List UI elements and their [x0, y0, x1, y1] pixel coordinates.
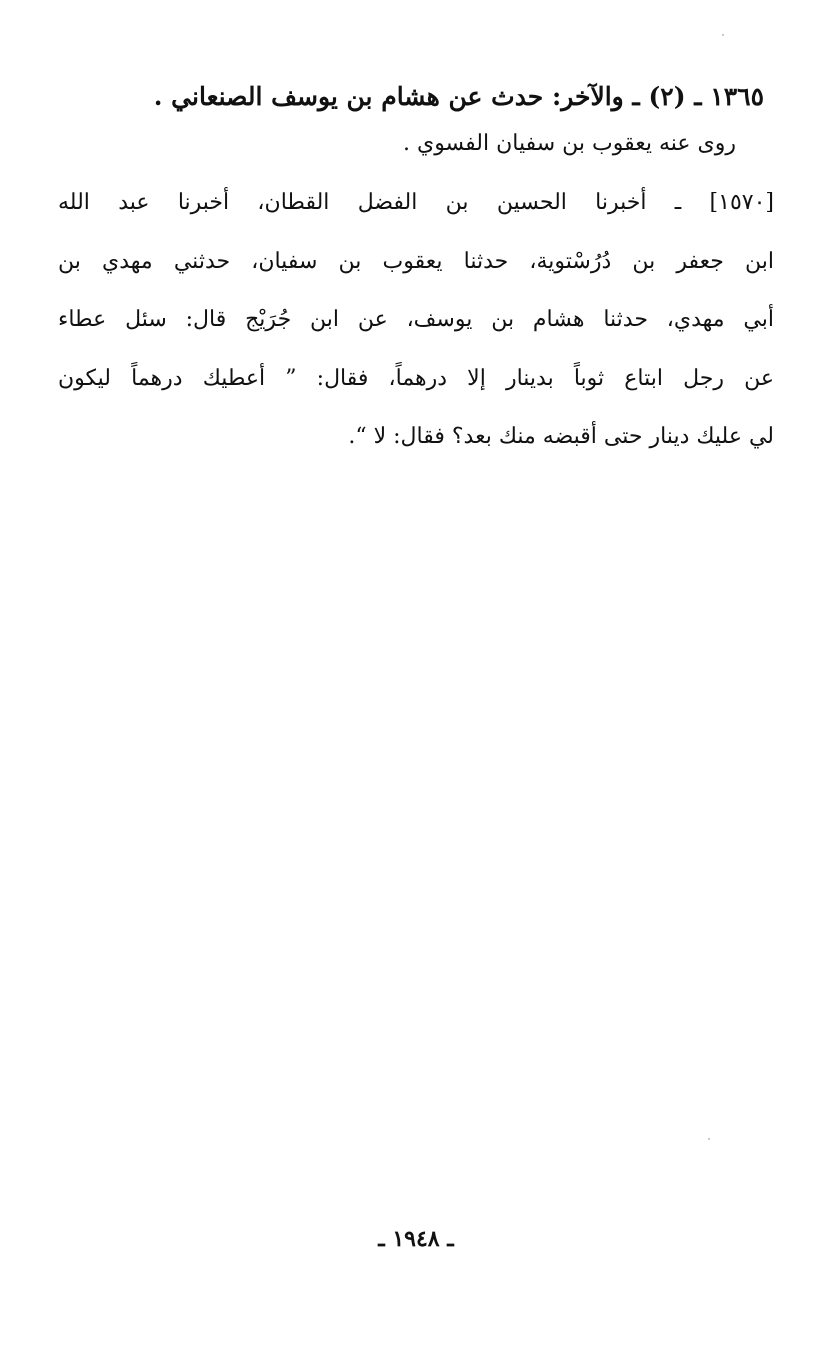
narration-line: عن رجل ابتاع ثوباً بدينار إلا درهماً، فقال: ” أعطيك درهماً ليكون — [58, 365, 774, 391]
narration-line: ابن جعفر بن دُرُسْتوية، حدثنا يعقوب بن سفيان، حدثني مهدي بن — [58, 248, 774, 274]
scan-speck — [708, 1138, 710, 1140]
narration-paragraph — [58, 174, 774, 467]
narration-line: أبي مهدي، حدثنا هشام بن يوسف، عن ابن جُرَيْج قال: سئل عطاء — [58, 307, 774, 332]
scan-speck — [722, 34, 724, 36]
narration-line: [١٥٧٠] ـ أخبرنا الحسين بن الفضل القطان، أخبرنا عبد الله — [58, 190, 774, 215]
entry-transmitter-line: روى عنه يعقوب بن سفيان الفسوي . — [402, 131, 736, 156]
page-number: ـ ١٩٤٨ ـ — [378, 1226, 454, 1252]
page-content — [58, 72, 774, 467]
narration-line: لي عليك دينار حتى أقبضه منك بعد؟ فقال: لا “. — [348, 424, 774, 449]
entry-heading: ١٣٦٥ ـ (٢) ـ والآخر: حدث عن هشام بن يوسف الصنعاني . — [153, 82, 764, 111]
